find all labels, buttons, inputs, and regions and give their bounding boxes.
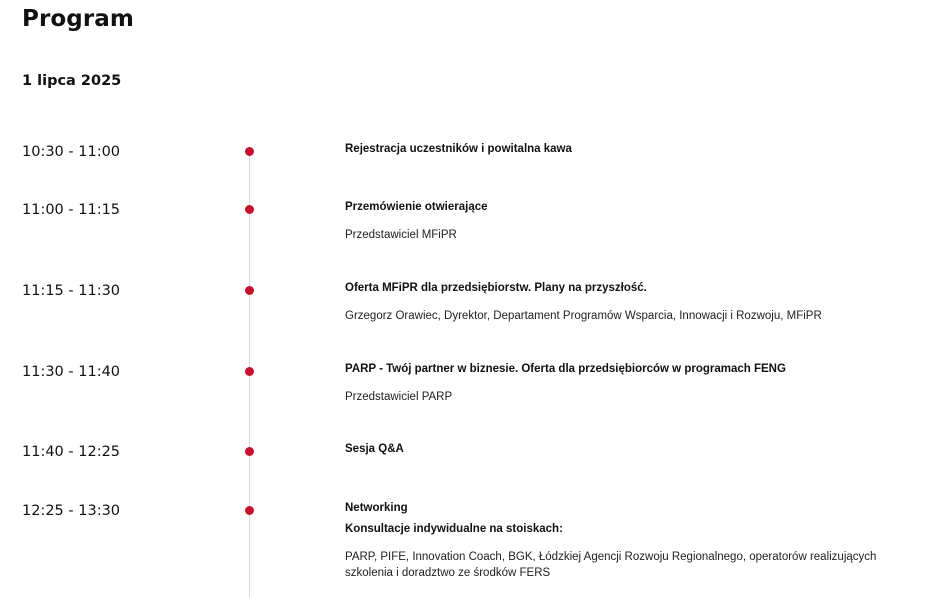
agenda-content [345,200,920,243]
agenda-title: Oferta MFiPR dla przedsiębiorstw. Plany na przyszłość. [345,282,647,294]
agenda-time: 11:30 - 11:40 [22,364,121,380]
timeline-dot [245,447,254,456]
agenda-title: PARP - Twój partner w biznesie. Oferta dla przedsiębiorców w programach FENG [345,363,786,375]
agenda-content [345,362,920,405]
agenda-content [345,442,920,457]
agenda-time: 11:40 - 12:25 [22,444,121,460]
timeline-dot [245,506,254,515]
agenda-speaker: Grzegorz Orawiec, Dyrektor, Departament Programów Wsparcia, Innowacji i Rozwoju, MFiPR [345,310,822,322]
page-title: Program [22,6,134,32]
agenda-time: 12:25 - 13:30 [22,503,121,519]
agenda-content [345,142,920,157]
agenda-subtitle: Konsultacje indywidualne na stoiskach: [345,523,563,535]
agenda-speaker: PARP, PIFE, Innovation Coach, BGK, Łódzkiej Agencji Rozwoju Regionalnego, operatorów realizujących szkolenia i doradztwo ze środków FERS [345,551,877,579]
agenda-speaker: Przedstawiciel PARP [345,391,453,403]
agenda-content [345,501,920,581]
agenda-title: Przemówienie otwierające [345,201,488,213]
agenda-title: Rejestracja uczestników i powitalna kawa [345,143,572,155]
agenda-title: Networking [345,502,408,514]
agenda-content [345,281,920,324]
timeline-dot [245,286,254,295]
timeline-dot [245,205,254,214]
agenda-time: 11:00 - 11:15 [22,202,121,218]
timeline-dot [245,367,254,376]
event-date: 1 lipca 2025 [22,73,122,89]
agenda-title: Sesja Q&A [345,443,404,455]
agenda-time: 10:30 - 11:00 [22,144,121,160]
agenda-speaker: Przedstawiciel MFiPR [345,229,457,241]
agenda-time: 11:15 - 11:30 [22,283,121,299]
timeline-dot [245,147,254,156]
